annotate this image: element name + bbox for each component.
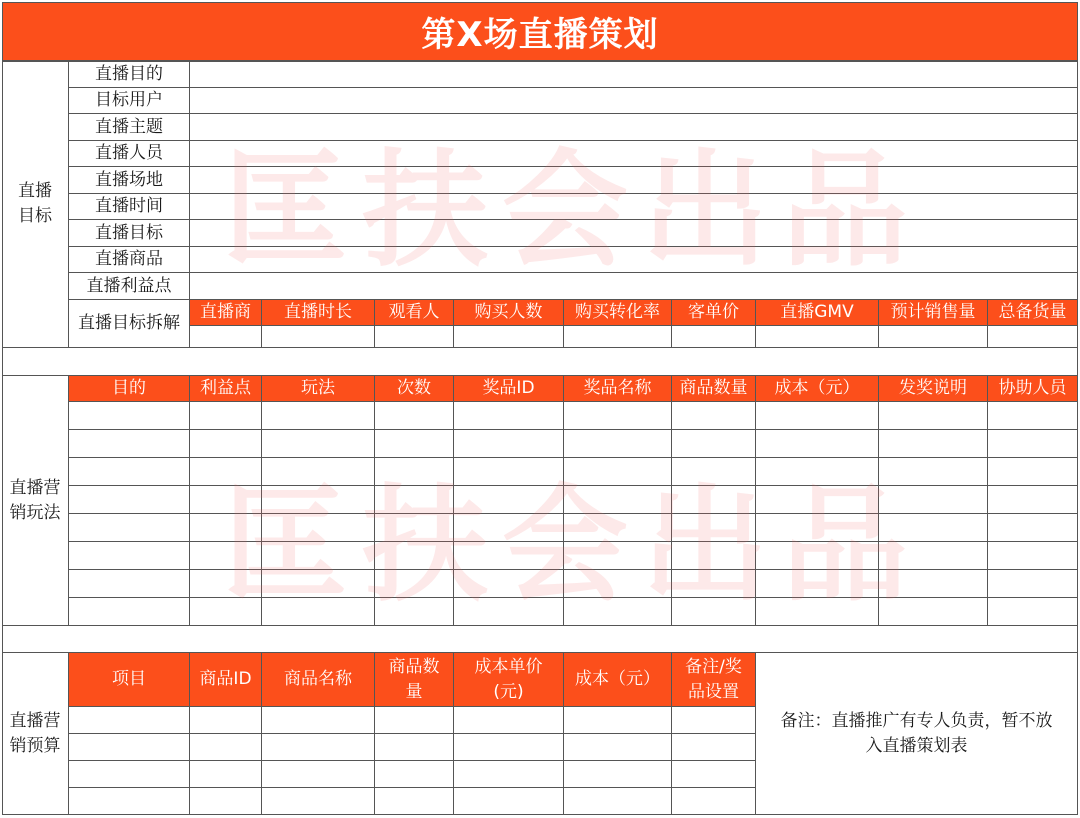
marketing-cell[interactable] [375, 542, 454, 570]
goal-breakdown-cell[interactable] [756, 326, 879, 348]
goal-breakdown-cell[interactable] [375, 326, 454, 348]
budget-cell[interactable] [69, 788, 190, 815]
goal-breakdown-header: 总备货量 [988, 300, 1078, 326]
goal-field-value[interactable] [190, 114, 1078, 141]
budget-header: 商品ID [190, 653, 262, 707]
goal-field-label: 直播目标 [69, 220, 190, 247]
marketing-header: 成本（元） [756, 376, 879, 402]
budget-cell[interactable] [454, 707, 564, 734]
marketing-cell[interactable] [69, 486, 190, 514]
marketing-cell[interactable] [375, 514, 454, 542]
budget-cell[interactable] [375, 707, 454, 734]
budget-header: 成本单价 (元) [454, 653, 564, 707]
grid-left-edge [2, 61, 3, 815]
marketing-cell[interactable] [262, 570, 375, 598]
marketing-cell[interactable] [454, 514, 564, 542]
marketing-cell[interactable] [564, 598, 672, 626]
budget-cell[interactable] [672, 761, 756, 788]
marketing-cell[interactable] [190, 430, 262, 458]
budget-note: 备注：直播推广有专人负责，暂不放 入直播策划表 [756, 653, 1078, 815]
marketing-cell[interactable] [879, 458, 988, 486]
budget-cell[interactable] [564, 761, 672, 788]
marketing-section-label: 直播营 销玩法 [2, 376, 69, 626]
section-spacer [2, 348, 1078, 376]
marketing-cell[interactable] [454, 402, 564, 430]
marketing-cell[interactable] [564, 570, 672, 598]
goal-breakdown-cell[interactable] [672, 326, 756, 348]
goal-field-value[interactable] [190, 247, 1078, 273]
marketing-cell[interactable] [454, 542, 564, 570]
marketing-cell[interactable] [375, 402, 454, 430]
marketing-cell[interactable] [190, 598, 262, 626]
goal-field-label: 直播时间 [69, 194, 190, 220]
marketing-header: 奖品ID [454, 376, 564, 402]
goal-breakdown-cell[interactable] [564, 326, 672, 348]
marketing-cell[interactable] [375, 598, 454, 626]
marketing-cell[interactable] [672, 542, 756, 570]
goal-breakdown-header: 直播商 [190, 300, 262, 326]
marketing-cell[interactable] [988, 514, 1078, 542]
marketing-header: 目的 [69, 376, 190, 402]
goal-field-value[interactable] [190, 88, 1078, 114]
goal-field-value[interactable] [190, 273, 1078, 300]
marketing-header: 奖品名称 [564, 376, 672, 402]
marketing-cell[interactable] [756, 598, 879, 626]
budget-cell[interactable] [262, 788, 375, 815]
marketing-cell[interactable] [69, 598, 190, 626]
budget-cell[interactable] [190, 734, 262, 761]
marketing-cell[interactable] [190, 570, 262, 598]
watermark-top: 匡扶会出品 [222, 136, 922, 284]
marketing-cell[interactable] [672, 514, 756, 542]
goal-breakdown-header: 预计销售量 [879, 300, 988, 326]
marketing-cell[interactable] [672, 458, 756, 486]
marketing-cell[interactable] [69, 402, 190, 430]
marketing-cell[interactable] [564, 402, 672, 430]
marketing-cell[interactable] [672, 402, 756, 430]
marketing-cell[interactable] [454, 430, 564, 458]
marketing-cell[interactable] [375, 430, 454, 458]
marketing-header: 次数 [375, 376, 454, 402]
goal-field-value[interactable] [190, 141, 1078, 167]
marketing-cell[interactable] [879, 514, 988, 542]
goal-field-label: 直播目的 [69, 61, 190, 88]
marketing-cell[interactable] [69, 514, 190, 542]
budget-cell[interactable] [375, 734, 454, 761]
budget-cell[interactable] [69, 734, 190, 761]
budget-cell[interactable] [262, 734, 375, 761]
marketing-cell[interactable] [988, 542, 1078, 570]
marketing-cell[interactable] [262, 402, 375, 430]
marketing-header: 协助人员 [988, 376, 1078, 402]
goal-breakdown-cell[interactable] [988, 326, 1078, 348]
sheet-title: 第X场直播策划 [2, 2, 1078, 61]
goal-field-label: 直播商品 [69, 247, 190, 273]
marketing-cell[interactable] [756, 430, 879, 458]
marketing-cell[interactable] [756, 458, 879, 486]
goal-breakdown-header: 购买转化率 [564, 300, 672, 326]
marketing-cell[interactable] [879, 598, 988, 626]
budget-cell[interactable] [375, 761, 454, 788]
marketing-cell[interactable] [454, 486, 564, 514]
budget-cell[interactable] [190, 788, 262, 815]
marketing-cell[interactable] [879, 542, 988, 570]
goal-field-label: 直播利益点 [69, 273, 190, 300]
marketing-cell[interactable] [564, 458, 672, 486]
budget-header: 商品名称 [262, 653, 375, 707]
marketing-cell[interactable] [988, 598, 1078, 626]
marketing-cell[interactable] [262, 542, 375, 570]
goal-breakdown-label: 直播目标拆解 [69, 300, 190, 348]
marketing-cell[interactable] [69, 430, 190, 458]
marketing-header: 玩法 [262, 376, 375, 402]
marketing-cell[interactable] [672, 430, 756, 458]
marketing-cell[interactable] [564, 542, 672, 570]
budget-cell[interactable] [672, 734, 756, 761]
budget-cell[interactable] [190, 707, 262, 734]
goals-section-label: 直播 目标 [2, 61, 69, 348]
marketing-cell[interactable] [375, 486, 454, 514]
budget-cell[interactable] [190, 761, 262, 788]
marketing-cell[interactable] [756, 570, 879, 598]
budget-cell[interactable] [262, 761, 375, 788]
goal-breakdown-header: 购买人数 [454, 300, 564, 326]
marketing-cell[interactable] [190, 402, 262, 430]
marketing-cell[interactable] [454, 598, 564, 626]
marketing-cell[interactable] [262, 458, 375, 486]
marketing-cell[interactable] [879, 570, 988, 598]
marketing-header: 商品数量 [672, 376, 756, 402]
marketing-cell[interactable] [672, 598, 756, 626]
marketing-cell[interactable] [564, 430, 672, 458]
marketing-cell[interactable] [988, 486, 1078, 514]
marketing-cell[interactable] [756, 402, 879, 430]
marketing-cell[interactable] [756, 514, 879, 542]
goal-breakdown-header: 直播时长 [262, 300, 375, 326]
marketing-cell[interactable] [190, 542, 262, 570]
marketing-cell[interactable] [262, 598, 375, 626]
budget-cell[interactable] [262, 707, 375, 734]
marketing-cell[interactable] [190, 458, 262, 486]
goal-breakdown-cell[interactable] [262, 326, 375, 348]
marketing-cell[interactable] [190, 486, 262, 514]
budget-cell[interactable] [69, 707, 190, 734]
budget-cell[interactable] [69, 761, 190, 788]
budget-cell[interactable] [672, 707, 756, 734]
marketing-cell[interactable] [756, 486, 879, 514]
marketing-cell[interactable] [262, 486, 375, 514]
marketing-header: 利益点 [190, 376, 262, 402]
marketing-cell[interactable] [262, 514, 375, 542]
marketing-cell[interactable] [988, 570, 1078, 598]
marketing-cell[interactable] [988, 402, 1078, 430]
budget-cell[interactable] [375, 788, 454, 815]
budget-header: 商品数 量 [375, 653, 454, 707]
marketing-cell[interactable] [375, 570, 454, 598]
budget-cell[interactable] [454, 761, 564, 788]
goal-breakdown-header: 客单价 [672, 300, 756, 326]
goal-breakdown-cell[interactable] [454, 326, 564, 348]
goal-breakdown-cell[interactable] [190, 326, 262, 348]
goal-breakdown-header: 直播GMV [756, 300, 879, 326]
budget-cell[interactable] [672, 788, 756, 815]
watermark-bottom: 匡扶会出品 [222, 471, 922, 619]
marketing-cell[interactable] [69, 542, 190, 570]
marketing-cell[interactable] [756, 542, 879, 570]
goal-field-label: 直播主题 [69, 114, 190, 141]
section-spacer [2, 626, 1078, 653]
budget-header: 备注/奖 品设置 [672, 653, 756, 707]
budget-section-label: 直播营 销预算 [2, 653, 69, 815]
marketing-cell[interactable] [879, 486, 988, 514]
marketing-cell[interactable] [69, 570, 190, 598]
marketing-cell[interactable] [988, 458, 1078, 486]
goal-field-value[interactable] [190, 194, 1078, 220]
marketing-cell[interactable] [69, 458, 190, 486]
goal-breakdown-cell[interactable] [879, 326, 988, 348]
budget-header: 项目 [69, 653, 190, 707]
grid-top-edge [2, 61, 1078, 62]
goal-field-value[interactable] [190, 167, 1078, 194]
goal-field-label: 目标用户 [69, 88, 190, 114]
marketing-cell[interactable] [262, 430, 375, 458]
goal-field-label: 直播场地 [69, 167, 190, 194]
marketing-cell[interactable] [672, 570, 756, 598]
marketing-cell[interactable] [564, 514, 672, 542]
goal-breakdown-header: 观看人 [375, 300, 454, 326]
marketing-cell[interactable] [564, 486, 672, 514]
goal-field-value[interactable] [190, 220, 1078, 247]
budget-cell[interactable] [564, 734, 672, 761]
marketing-cell[interactable] [454, 570, 564, 598]
marketing-cell[interactable] [988, 430, 1078, 458]
marketing-cell[interactable] [454, 458, 564, 486]
goal-field-label: 直播人员 [69, 141, 190, 167]
marketing-header: 发奖说明 [879, 376, 988, 402]
goal-field-value[interactable] [190, 61, 1078, 88]
budget-cell[interactable] [564, 788, 672, 815]
marketing-cell[interactable] [375, 458, 454, 486]
marketing-cell[interactable] [879, 402, 988, 430]
budget-cell[interactable] [454, 734, 564, 761]
marketing-cell[interactable] [672, 486, 756, 514]
budget-cell[interactable] [454, 788, 564, 815]
budget-header: 成本（元） [564, 653, 672, 707]
marketing-cell[interactable] [190, 514, 262, 542]
budget-cell[interactable] [564, 707, 672, 734]
marketing-cell[interactable] [879, 430, 988, 458]
